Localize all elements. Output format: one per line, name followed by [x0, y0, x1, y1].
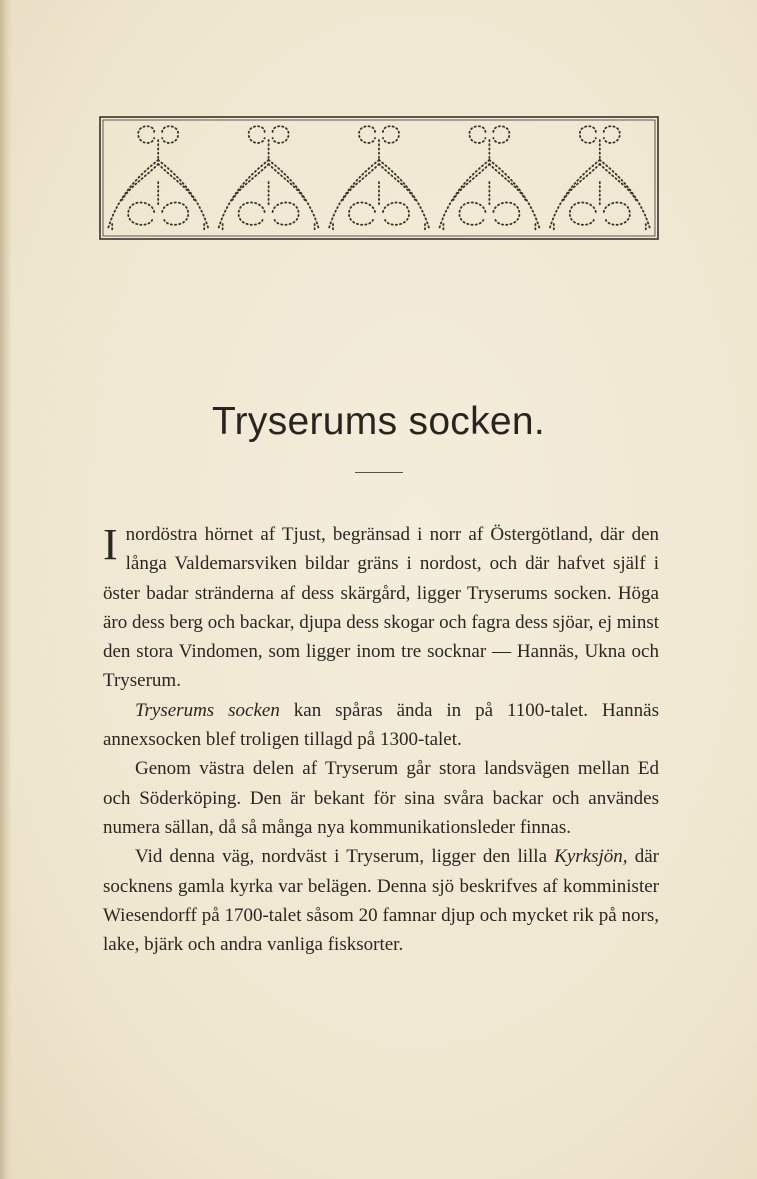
paragraph-1-text: nordöstra hörnet af Tjust, begränsad i norr af Östergötland, där den långa Valdemarsviken bildar gräns i nordost, och där hafvet själf i öster badar stränderna af dess skärgård, ligger Tryserums socken. Höga äro dess berg och backar, djupa dess skogar och fagra dess sjöar, ej minst den stora Vindomen, som ligger inom tre socknar — Hannäs, Ukna och Tryserum.	[103, 524, 659, 692]
ornament-motif	[439, 126, 539, 232]
paragraph-4-italic: Kyrksjön,	[554, 846, 628, 868]
paragraph-2	[103, 696, 659, 755]
paragraph-1	[103, 520, 659, 696]
ornament-motif	[219, 126, 319, 232]
ornament-motif	[108, 126, 208, 232]
paragraph-4-lead: Vid denna väg, nordväst i Tryserum, ligger den lilla	[135, 846, 555, 868]
paragraph-4-text: där socknens gamla kyrka var belägen. Denna sjö beskrifves af komminister Wiesendorff på 1700-talet såsom 20 famnar djup och mycket rik på nors, lake, bjärk och andra vanliga fisksorter.	[103, 846, 659, 956]
decorative-header-ornament	[99, 116, 659, 240]
ornament-motif	[550, 126, 650, 232]
paragraph-2-text: kan spåras ända in på 1100-talet. Hannäs annexsocken blef troligen tillagd på 1300-talet.	[103, 699, 659, 751]
body-text	[103, 520, 659, 959]
ornament-motif	[329, 126, 429, 232]
paragraph-4	[103, 842, 659, 959]
ornament-motifs	[108, 126, 650, 232]
title-divider	[355, 472, 403, 473]
initial-letter: I	[103, 520, 118, 569]
paragraph-3: Genom västra delen af Tryserum går stora landsvägen mellan Ed och Söderköping. Den är bekant för sina svåra backar och användes numera sällan, då så många nya kommunikationsleder finnas.	[103, 758, 659, 838]
page-gutter	[0, 0, 12, 1179]
page-title: Tryserums socken.	[211, 400, 546, 443]
paragraph-2-italic: Tryserums socken	[135, 699, 280, 721]
